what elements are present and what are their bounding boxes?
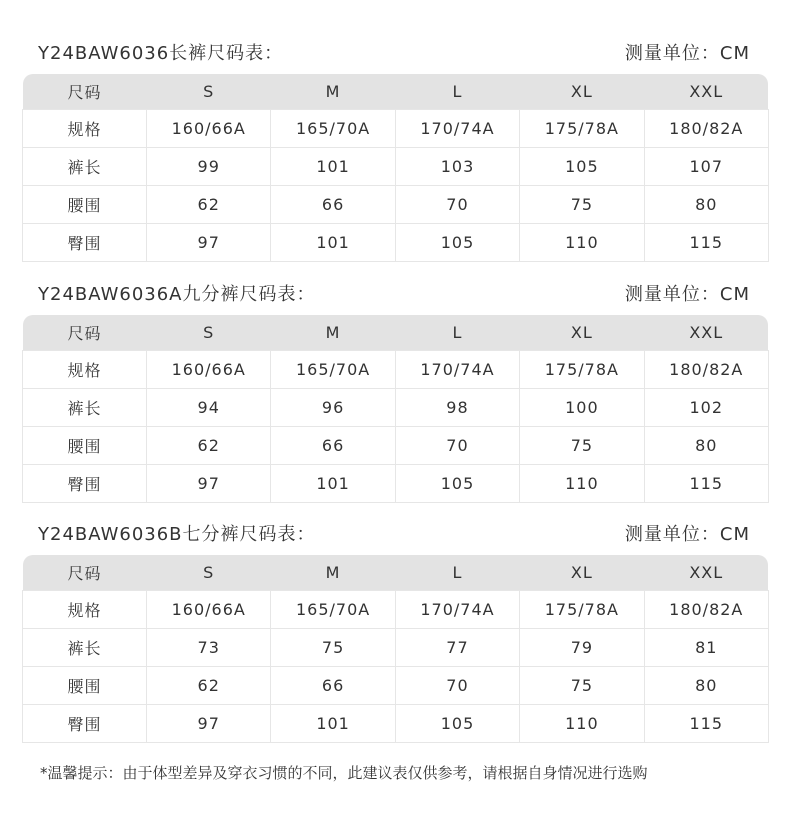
header-cell: S	[147, 315, 271, 351]
table-cell: 75	[520, 186, 644, 224]
table-cell: 170/74A	[395, 110, 519, 148]
table-cell: 115	[644, 465, 768, 503]
size-chart-section-cropped-pants	[0, 517, 790, 734]
table-cell: 裤长	[23, 389, 147, 427]
table-cell: 81	[644, 629, 768, 667]
header-cell: M	[271, 315, 395, 351]
header-cell: XXL	[644, 74, 768, 110]
table-cell: 110	[520, 224, 644, 262]
table-cell: 97	[147, 705, 271, 743]
table-cell: 腰围	[23, 186, 147, 224]
header-cell: XL	[520, 315, 644, 351]
table-cell: 裤长	[23, 629, 147, 667]
header-cell: M	[271, 74, 395, 110]
unit-label: 测量单位：CM	[624, 284, 750, 305]
table-cell: 70	[395, 427, 519, 465]
table-cell: 105	[395, 224, 519, 262]
table-row	[23, 110, 769, 148]
header-cell: L	[395, 315, 519, 351]
header-cell: S	[147, 74, 271, 110]
section-header	[0, 36, 790, 66]
header-cell: L	[395, 74, 519, 110]
table-cell: 160/66A	[147, 351, 271, 389]
table-cell: 110	[520, 705, 644, 743]
table-cell: 75	[520, 427, 644, 465]
section-title: Y24BAW6036长裤尺码表：	[38, 43, 284, 64]
table-cell: 70	[395, 186, 519, 224]
table-cell: 101	[271, 705, 395, 743]
table-cell: 105	[520, 148, 644, 186]
table-cell: 79	[520, 629, 644, 667]
unit-label: 测量单位：CM	[624, 524, 750, 545]
table-cell: 160/66A	[147, 591, 271, 629]
table-cell: 175/78A	[520, 351, 644, 389]
table-cell: 115	[644, 224, 768, 262]
table-row	[23, 465, 769, 503]
header-cell: XXL	[644, 555, 768, 591]
table-cell: 105	[395, 705, 519, 743]
table-cell: 规格	[23, 351, 147, 389]
table-row	[23, 224, 769, 262]
table-row	[23, 148, 769, 186]
table-header-row	[23, 315, 769, 351]
table-cell: 102	[644, 389, 768, 427]
table-cell: 96	[271, 389, 395, 427]
table-cell: 165/70A	[271, 110, 395, 148]
table-cell: 62	[147, 667, 271, 705]
table-cell: 110	[520, 465, 644, 503]
header-cell: 尺码	[23, 555, 147, 591]
table-cell: 165/70A	[271, 351, 395, 389]
table-cell: 腰围	[23, 667, 147, 705]
table-cell: 99	[147, 148, 271, 186]
size-table	[22, 555, 769, 743]
table-cell: 160/66A	[147, 110, 271, 148]
table-cell: 75	[271, 629, 395, 667]
header-cell: S	[147, 555, 271, 591]
table-cell: 175/78A	[520, 591, 644, 629]
header-cell: XL	[520, 555, 644, 591]
size-chart-section-ankle-pants	[0, 277, 790, 494]
unit-label: 测量单位：CM	[624, 43, 750, 64]
header-cell: XXL	[644, 315, 768, 351]
table-cell: 臀围	[23, 465, 147, 503]
table-cell: 裤长	[23, 148, 147, 186]
table-cell: 97	[147, 224, 271, 262]
header-cell: XL	[520, 74, 644, 110]
table-cell: 80	[644, 667, 768, 705]
table-cell: 97	[147, 465, 271, 503]
table-cell: 70	[395, 667, 519, 705]
table-row	[23, 389, 769, 427]
table-cell: 腰围	[23, 427, 147, 465]
table-cell: 165/70A	[271, 591, 395, 629]
table-cell: 170/74A	[395, 591, 519, 629]
table-cell: 73	[147, 629, 271, 667]
table-cell: 臀围	[23, 224, 147, 262]
table-cell: 77	[395, 629, 519, 667]
size-table	[22, 74, 769, 262]
table-cell: 180/82A	[644, 351, 768, 389]
table-cell: 臀围	[23, 705, 147, 743]
header-cell: 尺码	[23, 315, 147, 351]
table-cell: 180/82A	[644, 110, 768, 148]
header-cell: L	[395, 555, 519, 591]
table-row	[23, 591, 769, 629]
table-cell: 62	[147, 186, 271, 224]
table-cell: 66	[271, 186, 395, 224]
table-cell: 115	[644, 705, 768, 743]
section-title: Y24BAW6036B七分裤尺码表：	[38, 524, 316, 545]
table-row	[23, 351, 769, 389]
section-header	[0, 277, 790, 307]
table-cell: 66	[271, 427, 395, 465]
header-cell: 尺码	[23, 74, 147, 110]
table-cell: 75	[520, 667, 644, 705]
size-table	[22, 315, 769, 503]
table-cell: 105	[395, 465, 519, 503]
table-cell: 101	[271, 224, 395, 262]
table-cell: 175/78A	[520, 110, 644, 148]
table-cell: 170/74A	[395, 351, 519, 389]
table-cell: 规格	[23, 591, 147, 629]
table-header-row	[23, 555, 769, 591]
table-cell: 103	[395, 148, 519, 186]
table-cell: 80	[644, 427, 768, 465]
table-cell: 62	[147, 427, 271, 465]
section-title: Y24BAW6036A九分裤尺码表：	[38, 284, 316, 305]
table-row	[23, 427, 769, 465]
table-cell: 94	[147, 389, 271, 427]
table-cell: 66	[271, 667, 395, 705]
table-cell: 98	[395, 389, 519, 427]
table-cell: 80	[644, 186, 768, 224]
header-cell: M	[271, 555, 395, 591]
table-cell: 101	[271, 148, 395, 186]
table-cell: 180/82A	[644, 591, 768, 629]
table-row	[23, 629, 769, 667]
table-cell: 100	[520, 389, 644, 427]
table-cell: 101	[271, 465, 395, 503]
footnote: *温馨提示：由于体型差异及穿衣习惯的不同，此建议表仅供参考，请根据自身情况进行选购	[40, 764, 648, 782]
table-row	[23, 705, 769, 743]
size-chart-section-long-pants	[0, 36, 790, 253]
table-cell: 107	[644, 148, 768, 186]
table-row	[23, 667, 769, 705]
table-row	[23, 186, 769, 224]
table-cell: 规格	[23, 110, 147, 148]
section-header	[0, 517, 790, 547]
table-header-row	[23, 74, 769, 110]
